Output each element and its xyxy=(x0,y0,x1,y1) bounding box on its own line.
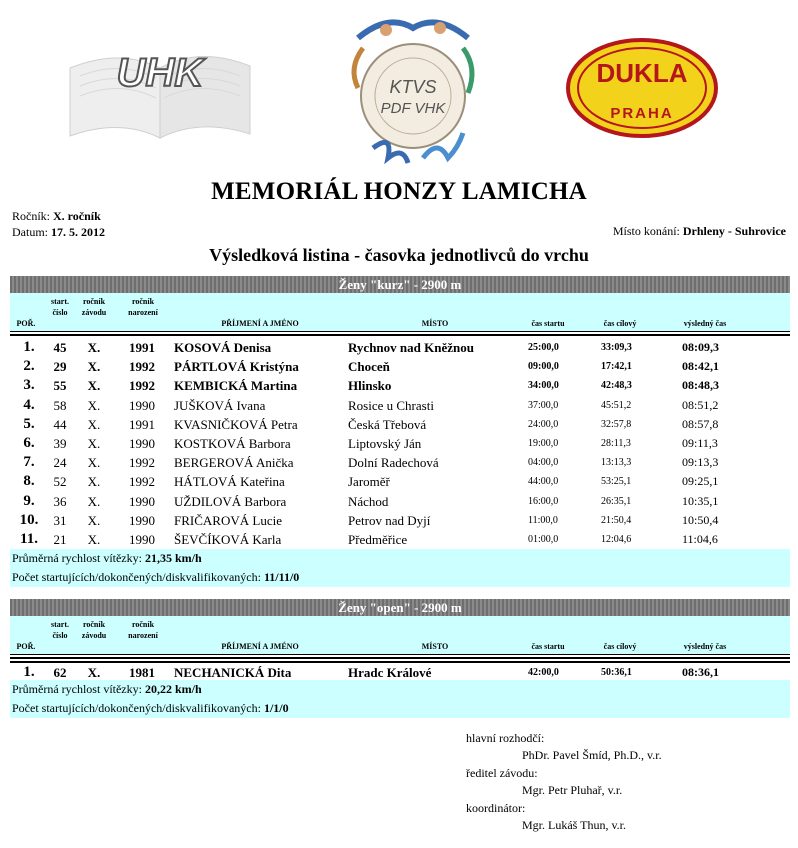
start-time-cell: 42:00,0 xyxy=(528,667,559,678)
col-name: PŘÍJMENÍ A JMÉNO xyxy=(221,319,299,328)
rank-cell: 4. xyxy=(23,396,35,413)
datum-line xyxy=(12,224,105,240)
finish-time-cell: 12:04,6 xyxy=(601,533,632,545)
start-number-cell: 31 xyxy=(53,512,67,528)
name-cell: JUŠKOVÁ Ivana xyxy=(174,397,266,413)
results-rows xyxy=(10,659,790,680)
table-row xyxy=(10,453,790,472)
section-header-bar: Ženy "kurz" - 2900 m xyxy=(10,276,790,293)
section-summary xyxy=(10,549,790,587)
birth-year-cell: 1990 xyxy=(129,531,155,547)
name-cell: KVASNIČKOVÁ Petra xyxy=(174,416,298,432)
winner-speed-value: 21,35 km/h xyxy=(144,551,202,566)
result-time-cell: 10:35,1 xyxy=(682,493,719,508)
result-time-cell: 08:42,1 xyxy=(682,359,719,374)
ktvs-logo xyxy=(328,8,498,168)
start-time-cell: 25:00,0 xyxy=(528,342,559,353)
officials-block xyxy=(466,730,662,834)
place-cell: Jaroměř xyxy=(348,474,390,490)
start-number-cell: 55 xyxy=(53,378,67,394)
column-header-row xyxy=(10,293,790,331)
col-birth-bottom: narození xyxy=(128,308,158,317)
section-summary xyxy=(10,680,790,718)
race-edition-cell: X. xyxy=(87,378,101,394)
col-result: výsledný čas xyxy=(683,319,727,328)
table-row xyxy=(10,511,790,530)
finish-time-cell: 21:50,4 xyxy=(601,514,632,526)
rank-cell: 1. xyxy=(23,664,35,680)
table-row xyxy=(10,492,790,511)
table-row xyxy=(10,434,790,453)
race-edition-cell: X. xyxy=(87,397,101,413)
race-edition-cell: X. xyxy=(87,512,101,528)
start-number-cell: 62 xyxy=(53,665,67,680)
rank-cell: 3. xyxy=(23,377,35,394)
col-place: MÍSTO xyxy=(421,642,449,651)
rank-cell: 8. xyxy=(23,473,35,490)
dukla-logo-text: DUKLA xyxy=(596,58,688,88)
birth-year-cell: 1981 xyxy=(129,665,155,680)
name-cell: KEMBICKÁ Martina xyxy=(174,378,298,394)
rank-cell: 9. xyxy=(23,492,35,509)
race-edition-cell: X. xyxy=(87,340,101,355)
start-number-cell: 45 xyxy=(53,340,67,355)
start-time-cell: 04:00,0 xyxy=(528,457,559,469)
place-cell: Hradc Králové xyxy=(348,665,432,680)
result-time-cell: 08:09,3 xyxy=(682,340,719,354)
col-finish-time: čas cílový xyxy=(603,319,637,328)
col-rocnik-bottom: závodu xyxy=(81,631,107,640)
birth-year-cell: 1990 xyxy=(129,397,155,413)
table-row xyxy=(10,661,790,680)
finish-time-cell: 42:48,3 xyxy=(601,380,632,392)
col-finish-time: čas cílový xyxy=(603,642,637,651)
start-time-cell: 09:00,0 xyxy=(528,361,559,373)
col-start-bottom: číslo xyxy=(52,631,68,640)
birth-year-cell: 1992 xyxy=(129,378,155,394)
col-place: MÍSTO xyxy=(421,319,449,328)
rank-cell: 1. xyxy=(23,339,35,355)
col-name: PŘÍJMENÍ A JMÉNO xyxy=(221,642,299,651)
race-edition-cell: X. xyxy=(87,359,101,375)
venue-label: Místo konání: xyxy=(612,224,680,238)
director-name: Mgr. Petr Pluhař, v.r. xyxy=(522,783,623,798)
birth-year-cell: 1991 xyxy=(129,340,155,355)
winner-speed-label: Průměrná rychlost vítězky: xyxy=(12,551,142,566)
results-section-open xyxy=(10,599,790,718)
finish-time-cell: 50:36,1 xyxy=(601,667,632,678)
winner-speed-line xyxy=(12,680,790,699)
rank-cell: 2. xyxy=(23,358,35,375)
finish-time-cell: 33:09,3 xyxy=(601,342,632,353)
datum-label: Datum: xyxy=(12,225,48,239)
participant-count-label: Počet startujících/dokončených/diskvalifikovaných: xyxy=(12,701,261,716)
result-time-cell: 08:57,8 xyxy=(682,416,719,431)
col-rocnik-top: ročník xyxy=(82,297,106,306)
rocnik-label: Ročník: xyxy=(12,209,50,223)
race-edition-cell: X. xyxy=(87,665,101,680)
participant-count-label: Počet startujících/dokončených/diskvalifikovaných: xyxy=(12,570,261,585)
result-time-cell: 09:13,3 xyxy=(682,455,719,470)
col-rocnik-bottom: závodu xyxy=(81,308,107,317)
page-title: MEMORIÁL HONZY LAMICHA xyxy=(211,178,587,205)
name-cell: FRIČAROVÁ Lucie xyxy=(174,512,282,528)
result-time-cell: 08:51,2 xyxy=(682,397,719,412)
result-time-cell: 09:25,1 xyxy=(682,474,719,489)
document-subtitle: Výsledková listina - časovka jednotlivců do vrchu xyxy=(209,245,589,265)
start-number-cell: 24 xyxy=(53,455,67,471)
start-time-cell: 16:00,0 xyxy=(528,495,559,507)
place-cell: Česká Třebová xyxy=(348,416,427,432)
name-cell: PÁRTLOVÁ Kristýna xyxy=(174,359,299,375)
col-rocnik-top: ročník xyxy=(82,620,106,629)
result-time-cell: 10:50,4 xyxy=(682,512,719,527)
start-time-cell: 37:00,0 xyxy=(528,399,559,411)
race-edition-cell: X. xyxy=(87,493,101,509)
datum-value: 17. 5. 2012 xyxy=(51,225,105,239)
start-number-cell: 21 xyxy=(53,531,67,547)
col-birth-bottom: narození xyxy=(128,631,158,640)
place-cell: Náchod xyxy=(348,493,389,509)
ktvs-logo-text: KTVS xyxy=(389,77,437,97)
col-rank: POŘ. xyxy=(16,319,36,328)
ktvs-logo-subtext: PDF VHK xyxy=(380,100,446,117)
finish-time-cell: 32:57,8 xyxy=(601,418,632,430)
start-number-cell: 39 xyxy=(53,435,67,451)
col-start-time: čas startu xyxy=(531,642,565,651)
start-time-cell: 44:00,0 xyxy=(528,476,559,488)
uhk-logo-text: UHK xyxy=(116,51,204,95)
start-number-cell: 58 xyxy=(53,397,67,413)
name-cell: ŠEVČÍKOVÁ Karla xyxy=(174,531,282,547)
table-row xyxy=(10,472,790,491)
col-start-bottom: číslo xyxy=(52,308,68,317)
rank-cell: 7. xyxy=(23,454,35,471)
coordinator-name: Mgr. Lukáš Thun, v.r. xyxy=(522,818,626,833)
start-number-cell: 36 xyxy=(53,493,67,509)
rank-cell: 10. xyxy=(19,511,39,528)
start-number-cell: 44 xyxy=(53,416,67,432)
venue-value: Drhleny - Suhrovice xyxy=(682,224,786,238)
rocnik-line xyxy=(12,208,105,224)
birth-year-cell: 1990 xyxy=(129,493,155,509)
rank-cell: 11. xyxy=(20,530,38,547)
start-time-cell: 01:00,0 xyxy=(528,533,559,545)
birth-year-cell: 1991 xyxy=(129,416,155,432)
result-time-cell: 08:48,3 xyxy=(682,378,719,393)
winner-speed-value: 20,22 km/h xyxy=(144,682,202,697)
name-cell: UŽDILOVÁ Barbora xyxy=(174,493,287,509)
rank-cell: 5. xyxy=(23,415,35,432)
race-edition-cell: X. xyxy=(87,416,101,432)
name-cell: HÁTLOVÁ Kateřina xyxy=(174,474,285,490)
birth-year-cell: 1992 xyxy=(129,474,155,490)
place-cell: Rosice u Chrasti xyxy=(348,397,434,413)
winner-speed-line xyxy=(12,549,790,568)
race-edition-cell: X. xyxy=(87,531,101,547)
race-edition-cell: X. xyxy=(87,474,101,490)
column-header-row xyxy=(10,616,790,654)
praha-logo-text: PRAHA xyxy=(610,105,674,122)
participant-count-line xyxy=(12,699,790,718)
section-header-bar: Ženy "open" - 2900 m xyxy=(10,599,790,616)
col-rank: POŘ. xyxy=(16,642,36,651)
table-row xyxy=(10,415,790,434)
winner-speed-label: Průměrná rychlost vítězky: xyxy=(12,682,142,697)
uhk-book-logo xyxy=(60,28,260,143)
director-label: ředitel závodu: xyxy=(466,765,538,780)
race-edition-cell: X. xyxy=(87,435,101,451)
logo-banner xyxy=(0,0,798,175)
birth-year-cell: 1990 xyxy=(129,512,155,528)
finish-time-cell: 17:42,1 xyxy=(601,361,632,373)
dukla-praha-logo xyxy=(566,38,718,138)
participant-count-value: 1/1/0 xyxy=(263,701,289,716)
name-cell: BERGEROVÁ Anička xyxy=(174,455,294,471)
table-row xyxy=(10,357,790,376)
place-cell: Předměřice xyxy=(348,531,408,547)
event-meta xyxy=(12,208,105,240)
name-cell: KOSTKOVÁ Barbora xyxy=(174,435,291,451)
result-time-cell: 09:11,3 xyxy=(682,435,718,450)
start-time-cell: 24:00,0 xyxy=(528,418,559,430)
rank-cell: 6. xyxy=(23,434,35,451)
participant-count-value: 11/11/0 xyxy=(263,570,300,585)
finish-time-cell: 53:25,1 xyxy=(601,476,632,488)
participant-count-line xyxy=(12,568,790,587)
birth-year-cell: 1990 xyxy=(129,435,155,451)
col-start-time: čas startu xyxy=(531,319,565,328)
referee-name: PhDr. Pavel Šmíd, Ph.D., v.r. xyxy=(522,748,662,763)
start-number-cell: 52 xyxy=(53,474,67,490)
finish-time-cell: 45:51,2 xyxy=(601,399,632,411)
place-cell: Dolní Radechová xyxy=(348,455,439,471)
finish-time-cell: 13:13,3 xyxy=(601,457,632,469)
col-birth-top: ročník xyxy=(131,297,155,306)
start-time-cell: 11:00,0 xyxy=(528,514,558,526)
col-birth-top: ročník xyxy=(131,620,155,629)
rocnik-value: X. ročník xyxy=(53,209,101,223)
start-time-cell: 34:00,0 xyxy=(528,380,559,392)
col-result: výsledný čas xyxy=(683,642,727,651)
birth-year-cell: 1992 xyxy=(129,455,155,471)
col-start-top: start. xyxy=(51,297,69,306)
referee-label: hlavní rozhodčí: xyxy=(466,731,545,745)
finish-time-cell: 26:35,1 xyxy=(601,495,632,507)
place-cell: Liptovský Ján xyxy=(348,435,422,451)
col-start-top: start. xyxy=(51,620,69,629)
place-cell: Hlinsko xyxy=(348,378,392,394)
place-cell: Choceň xyxy=(348,359,390,375)
name-cell: KOSOVÁ Denisa xyxy=(174,340,272,355)
result-time-cell: 08:36,1 xyxy=(682,665,719,679)
results-section-kurz xyxy=(10,276,790,587)
table-row xyxy=(10,376,790,395)
start-number-cell: 29 xyxy=(53,359,67,375)
start-time-cell: 19:00,0 xyxy=(528,437,559,449)
result-time-cell: 11:04,6 xyxy=(682,531,718,546)
table-row xyxy=(10,530,790,549)
table-row xyxy=(10,338,790,357)
place-cell: Rychnov nad Kněžnou xyxy=(348,340,474,355)
venue-line xyxy=(613,224,786,239)
coordinator-label: koordinátor: xyxy=(466,800,526,815)
race-edition-cell: X. xyxy=(87,455,101,471)
results-rows xyxy=(10,336,790,549)
birth-year-cell: 1992 xyxy=(129,359,155,375)
name-cell: NECHANICKÁ Dita xyxy=(174,665,292,680)
place-cell: Petrov nad Dyjí xyxy=(348,512,431,528)
table-row xyxy=(10,396,790,415)
finish-time-cell: 28:11,3 xyxy=(601,437,631,449)
